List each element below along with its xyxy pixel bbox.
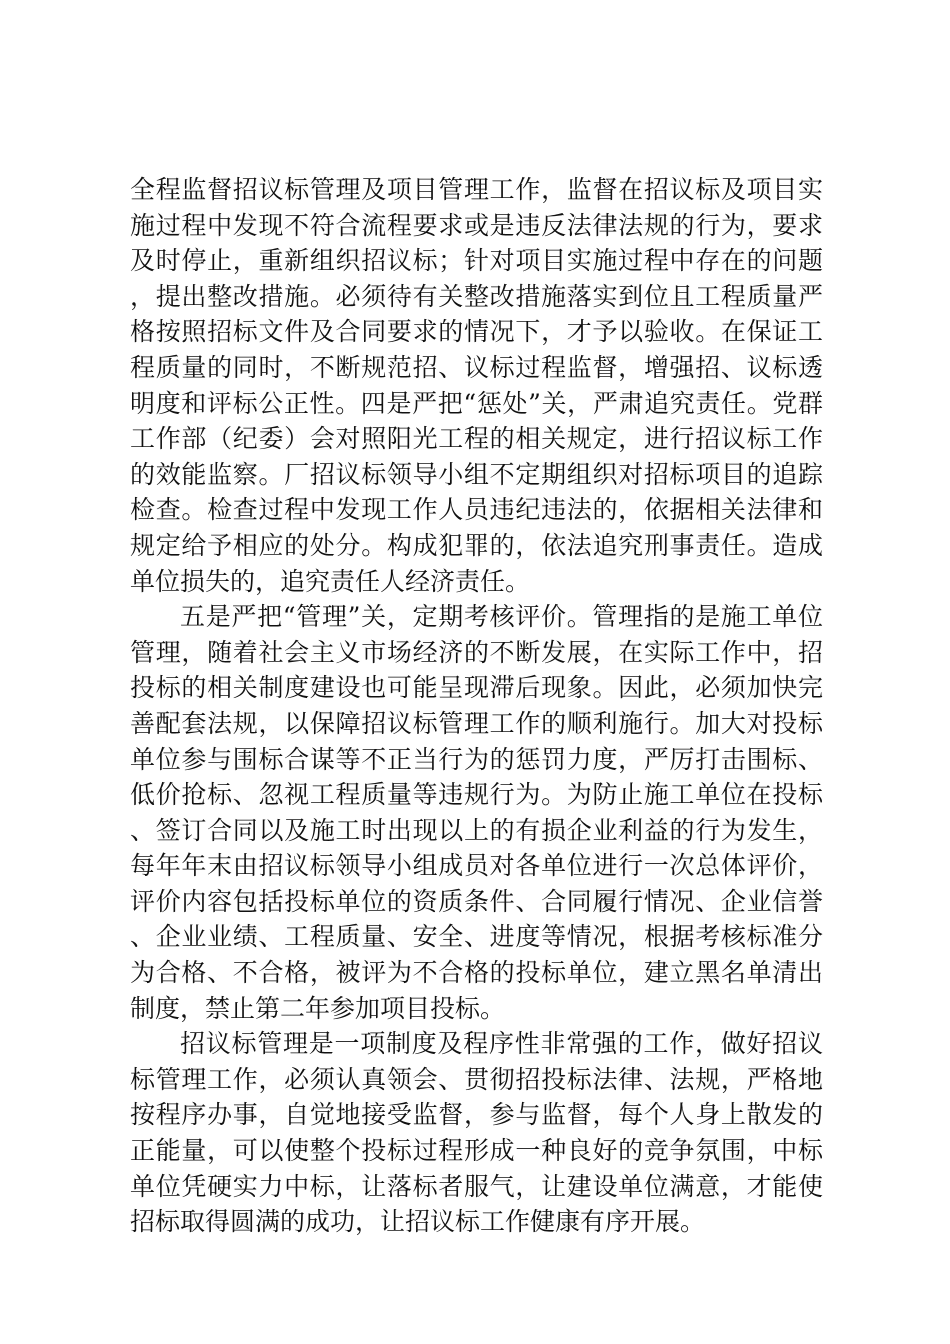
document-body <box>130 172 823 1240</box>
paragraph-3: 招议标管理是一项制度及程序性非常强的工作，做好招议标管理工作，必须认真领会、贯彻招投标法律、法规，严格地按程序办事，自觉地接受监督，参与监督，每个人身上散发的正能量，可以使整个投标过程形成一种良好的竞争氛围，中标单位凭硬实力中标，让落标者服气，让建设单位满意，才能使招标取得圆满的成功，让招议标工作健康有序开展。 <box>130 1029 823 1237</box>
paragraph-2: 五是严把“管理”关，定期考核评价。管理指的是施工单位管理，随着社会主义市场经济的不断发展，在实际工作中，招投标的相关制度建设也可能呈现滞后现象。因此，必须加快完善配套法规，以保障招议标管理工作的顺利施行。加大对投标单位参与围标合谋等不正当行为的惩罚力度，严厉打击围标、低价抢标、忽视工程质量等违规行为。为防止施工单位在投标、签订合同以及施工时出现以上的有损企业利益的行为发生，每年年末由招议标领导小组成员对各单位进行一次总体评价，评价内容包括投标单位的资质条件、合同履行情况、企业信誉、企业业绩、工程质量、安全、进度等情况，根据考核标准分为合格、不合格，被评为不合格的投标单位，建立黑名单清出制度，禁止第二年参加项目投标。 <box>130 602 823 1023</box>
paragraph-1: 全程监督招议标管理及项目管理工作，监督在招议标及项目实施过程中发现不符合流程要求或是违反法律法规的行为，要求及时停止，重新组织招议标；针对项目实施过程中存在的问题，提出整改措施。必须待有关整改措施落实到位且工程质量严格按照招标文件及合同要求的情况下，才予以验收。在保证工程质量的同时，不断规范招、议标过程监督，增强招、议标透明度和评标公正性。四是严把“惩处”关，严肃追究责任。党群工作部（纪委）会对照阳光工程的相关规定，进行招议标工作的效能监察。厂招议标领导小组不定期组织对招标项目的追踪检查。检查过程中发现工作人员违纪违法的，依据相关法律和规定给予相应的处分。构成犯罪的，依法追究刑事责任。造成单位损失的，追究责任人经济责任。 <box>130 175 823 596</box>
